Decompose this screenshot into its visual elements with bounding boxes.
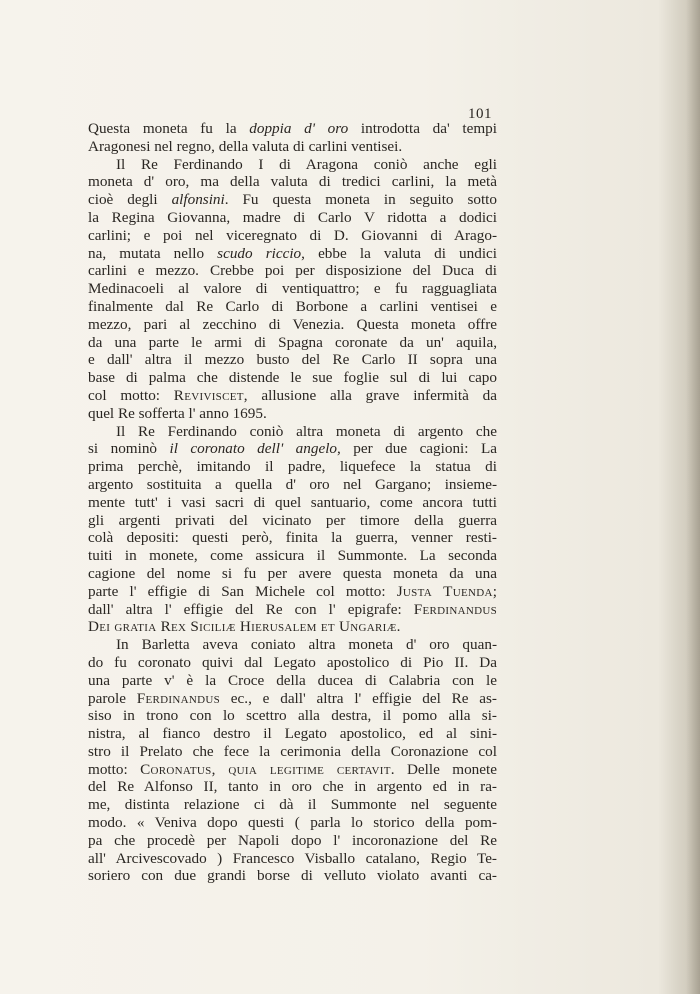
text-line: Questa moneta fu la doppia d' oro introdotta da' tempi [88, 120, 497, 137]
text-line: parole Ferdinandus ec., e dall' altra l' effigie del Re as- [88, 689, 497, 707]
text-line: quel Re sofferta l' anno 1695. [88, 404, 267, 422]
text-line: all' Arcivescovado ) Francesco Visballo catalano, Regio Te- [88, 849, 497, 867]
text-line: dall' altra l' effigie del Re con l' epigrafe: Ferdinandus [88, 600, 497, 618]
text-line: nistra, al fianco destro il Legato apostolico, ed al sini- [88, 725, 497, 743]
text-line: Aragonesi nel regno, della valuta di carlini ventisei. [88, 137, 403, 155]
text-line: Il Re Ferdinando I di Aragona coniò anche egli [116, 155, 497, 173]
text-line: carlini e mezzo. Crebbe poi per disposizione del Duca di [88, 262, 497, 280]
text-line: moneta d' oro, ma della valuta di tredici carlini, la metà [88, 173, 497, 191]
text-line: In Barletta aveva coniato altra moneta d' oro quan- [116, 636, 497, 654]
text-line: si nominò il coronato dell' angelo, per due cagioni: La [88, 440, 497, 458]
text-line: siso in trono con lo scettro alla destra, il pomo alla si- [88, 707, 497, 725]
text-line: soriero con due grandi borse di velluto violato avanti ca- [88, 867, 497, 885]
text-line: pa che procedè per Napoli dopo l' incoronazione del Re [88, 831, 497, 849]
text-line: mente tutt' i vasi sacri di quel santuario, come ancora tutti [88, 493, 497, 511]
text-line: colà depositi: questi però, finita la guerra, venner resti- [88, 529, 497, 547]
text-line: stro il Prelato che fece la cerimonia della Coronazione col [88, 742, 497, 760]
text-line: cagione del nome si fu per avere questa moneta da una [88, 564, 497, 582]
text-line: finalmente dal Re Carlo di Borbone a carlini ventisei e [88, 297, 497, 315]
text-line: carlini; e poi nel viceregnato di D. Giovanni di Arago- [88, 226, 497, 244]
text-line: modo. « Veniva dopo questi ( parla lo storico della pom- [88, 814, 497, 832]
text-line: Dei gratia Rex Siciliæ Hierusalem et Ungariæ. [88, 618, 401, 636]
text-line: Il Re Ferdinando coniò altra moneta di argento che [116, 422, 497, 440]
text-line: gli argenti privati del vicinato per timore della guerra [88, 511, 497, 529]
page-number: 101 [468, 106, 492, 122]
body-text [88, 120, 497, 885]
text-line: me, distinta relazione ci dà il Summonte nel seguente [88, 796, 497, 814]
text-line: parte l' effigie di San Michele col motto: Justa Tuenda; [88, 582, 497, 600]
text-line: la Regina Giovanna, madre di Carlo V ridotta a dodici [88, 208, 497, 226]
text-line: e dall' altra il mezzo busto del Re Carlo II sopra una [88, 351, 497, 369]
text-line: una parte v' è la Croce della ducea di Calabria con le [88, 671, 497, 689]
text-line: motto: Coronatus, quia legitime certavit. Delle monete [88, 760, 497, 778]
text-line: base di palma che distende le sue foglie sul di lui capo [88, 369, 497, 387]
text-line: prima perchè, imitando il padre, liquefece la statua di [88, 458, 497, 476]
text-line: col motto: Revivisceт, allusione alla grave infermità da [88, 386, 497, 404]
text-line: argento sostituita a quella d' oro nel Gargano; insieme- [88, 475, 497, 493]
text-line: del Re Alfonso II, tanto in oro che in argento ed in ra- [88, 778, 497, 796]
text-line: mezzo, pari al zecchino di Venezia. Questa moneta offre [88, 315, 497, 333]
text-line: na, mutata nello scudo riccio, ebbe la valuta di undici [88, 244, 497, 262]
text-line: tuiti in monete, come assicura il Summonte. La seconda [88, 547, 497, 565]
text-line: da una parte le armi di Spagna coronate da un' aquila, [88, 333, 497, 351]
page-edge-shadow [686, 0, 700, 994]
text-line: cioè degli alfonsini. Fu questa moneta in seguito sotto [88, 191, 497, 209]
text-line: do fu coronato quivi dal Legato apostolico di Pio II. Da [88, 653, 497, 671]
text-line: Medinacoeli al valore di ventiquattro; e fu ragguagliata [88, 280, 497, 298]
